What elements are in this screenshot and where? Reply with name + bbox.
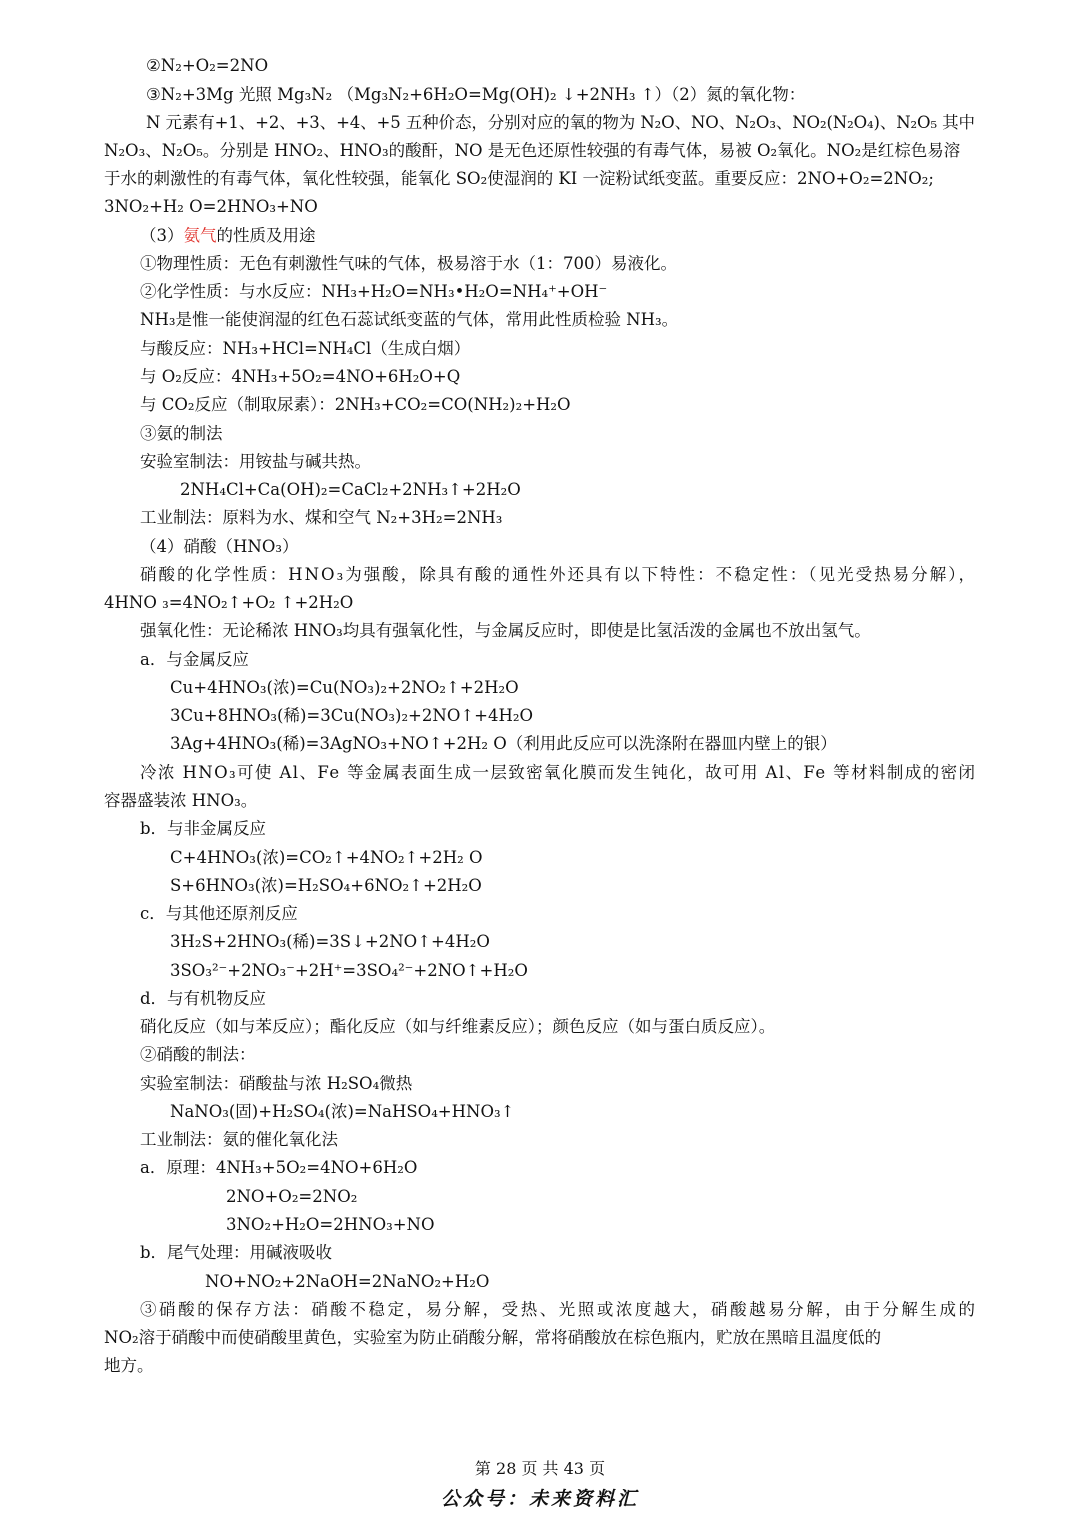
text-line: ②N₂+O₂=2NO [146,56,269,75]
text-line: ①物理性质：无色有刺激性气味的气体，极易溶于水（1：700）易液化。 [140,254,677,273]
text-line: 与酸反应：NH₃+HCl=NH₄Cl（生成白烟） [140,339,471,358]
section-heading: （4）硝酸（HNO₃） [140,537,299,556]
text-line: NO₂溶于硝酸中而使硝酸里黄色，实验室为防止硝酸分解，常将硝酸放在棕色瓶内，贮放在黑暗且温度低的 [104,1328,882,1347]
equation-line: 3NO₂+H₂O=2HNO₃+NO [226,1215,435,1234]
text-line: ③N₂+3Mg 光照 Mg₃N₂ （Mg₃N₂+6H₂O=Mg(OH)₂ ↓+2NH₃ ↑）（2）氮的氧化物： [146,85,806,104]
equation-line: NO+NO₂+2NaOH=2NaNO₂+H₂O [205,1272,490,1291]
text-line: ③氨的制法 [140,424,223,443]
text-line: 3NO₂+H₂ O=2HNO₃+NO [104,197,318,216]
text-line: 硝化反应（如与苯反应）；酯化反应（如与纤维素反应）；颜色反应（如与蛋白质反应）。 [140,1017,776,1036]
text-line: N₂O₃、N₂O₅。分别是 HNO₂、HNO₃的酸酐，NO 是无色还原性较强的有毒气体，易被 O₂氧化。NO₂是红棕色易溶 [104,141,961,160]
text-line: 与 CO₂反应（制取尿素）：2NH₃+CO₂=CO(NH₂)₂+H₂O [140,395,571,414]
equation-line: S+6HNO₃(浓)=H₂SO₄+6NO₂↑+2H₂O [170,876,482,895]
text-line: N 元素有+1、+2、+3、+4、+5 五种价态，分别对应的氧的物为 N₂O、NO、N₂O₃、NO₂(N₂O₄)、N₂O₅ 其中 [146,113,975,132]
text-line: 冷浓 HNO₃可使 Al、Fe 等金属表面生成一层致密氧化膜而发生钝化，故可用 Al、Fe 等材料制成的密闭 [140,763,977,782]
text-line: 安验室制法：用铵盐与碱共热。 [140,452,371,471]
text-line: a．与金属反应 [140,650,249,669]
equation-line: NaNO₃(固)+H₂SO₄(浓)=NaHSO₄+HNO₃↑ [170,1102,515,1121]
text-line: 强氧化性：无论稀浓 HNO₃均具有强氧化性，与金属反应时，即使是比氢活泼的金属也不放出氢气。 [140,621,871,640]
text-line: d．与有机物反应 [140,989,267,1008]
equation-line: 3Cu+8HNO₃(稀)=3Cu(NO₃)₂+2NO↑+4H₂O [170,706,534,725]
text-line: ③硝酸的保存方法：硝酸不稳定，易分解，受热、光照或浓度越大，硝酸越易分解，由于分解生成的 [140,1300,978,1319]
text-line: a．原理：4NH₃+5O₂=4NO+6H₂O [140,1158,418,1177]
text-line: 工业制法：原料为水、煤和空气 N₂+3H₂=2NH₃ [140,508,503,527]
text-line: b．与非金属反应 [140,819,267,838]
equation-line: 2NH₄Cl+Ca(OH)₂=CaCl₂+2NH₃↑+2H₂O [180,480,521,499]
equation-line: Cu+4HNO₃(浓)=Cu(NO₃)₂+2NO₂↑+2H₂O [170,678,519,697]
text-line: b．尾气处理：用碱液吸收 [140,1243,333,1262]
text-line: 与 O₂反应：4NH₃+5O₂=4NO+6H₂O+Q [140,367,461,386]
page-number: 第 28 页 共 43 页 [474,1459,606,1478]
highlight-term: 氨气 [183,226,217,245]
heading-suffix: 的性质及用途 [216,226,316,245]
text-line: c．与其他还原剂反应 [140,904,298,923]
text-line: 硝酸的化学性质：HNO₃为强酸，除具有酸的通性外还具有以下特性：不稳定性：（见光受热易分解）， [140,565,978,584]
text-line: 工业制法：氨的催化氧化法 [140,1130,338,1149]
equation-line: 3H₂S+2HNO₃(稀)=3S↓+2NO↑+4H₂O [170,932,490,951]
text-line: ②化学性质：与水反应：NH₃+H₂O=NH₃•H₂O=NH₄⁺+OH⁻ [140,282,608,301]
equation-line: 3SO₃²⁻+2NO₃⁻+2H⁺=3SO₄²⁻+2NO↑+H₂O [170,961,528,980]
equation-line: C+4HNO₃(浓)=CO₂↑+4NO₂↑+2H₂ O [170,848,483,867]
text-line: NH₃是惟一能使润湿的红色石蕊试纸变蓝的气体，常用此性质检验 NH₃。 [140,310,679,329]
brand-watermark: 公众号：未来资料汇 [440,1488,639,1510]
equation-line: 4HNO ₃=4NO₂↑+O₂ ↑+2H₂O [104,593,354,612]
text-line: ②硝酸的制法： [140,1045,256,1064]
text-line: 于水的刺激性的有毒气体，氧化性较强，能氧化 SO₂使湿润的 KI 一淀粉试纸变蓝。重要反应：2NO+O₂=2NO₂; [104,169,934,188]
equation-line: 2NO+O₂=2NO₂ [226,1187,358,1206]
text-line: 地方。 [104,1356,154,1375]
equation-line: 3Ag+4HNO₃(稀)=3AgNO₃+NO↑+2H₂ O（利用此反应可以洗涤附在器皿内壁上的银） [170,734,837,753]
text-line: 容器盛装浓 HNO₃。 [104,791,258,810]
section-heading [0,226,1080,246]
text-line: 实验室制法：硝酸盐与浓 H₂SO₄微热 [140,1074,413,1093]
heading-prefix: （3） [140,226,184,245]
